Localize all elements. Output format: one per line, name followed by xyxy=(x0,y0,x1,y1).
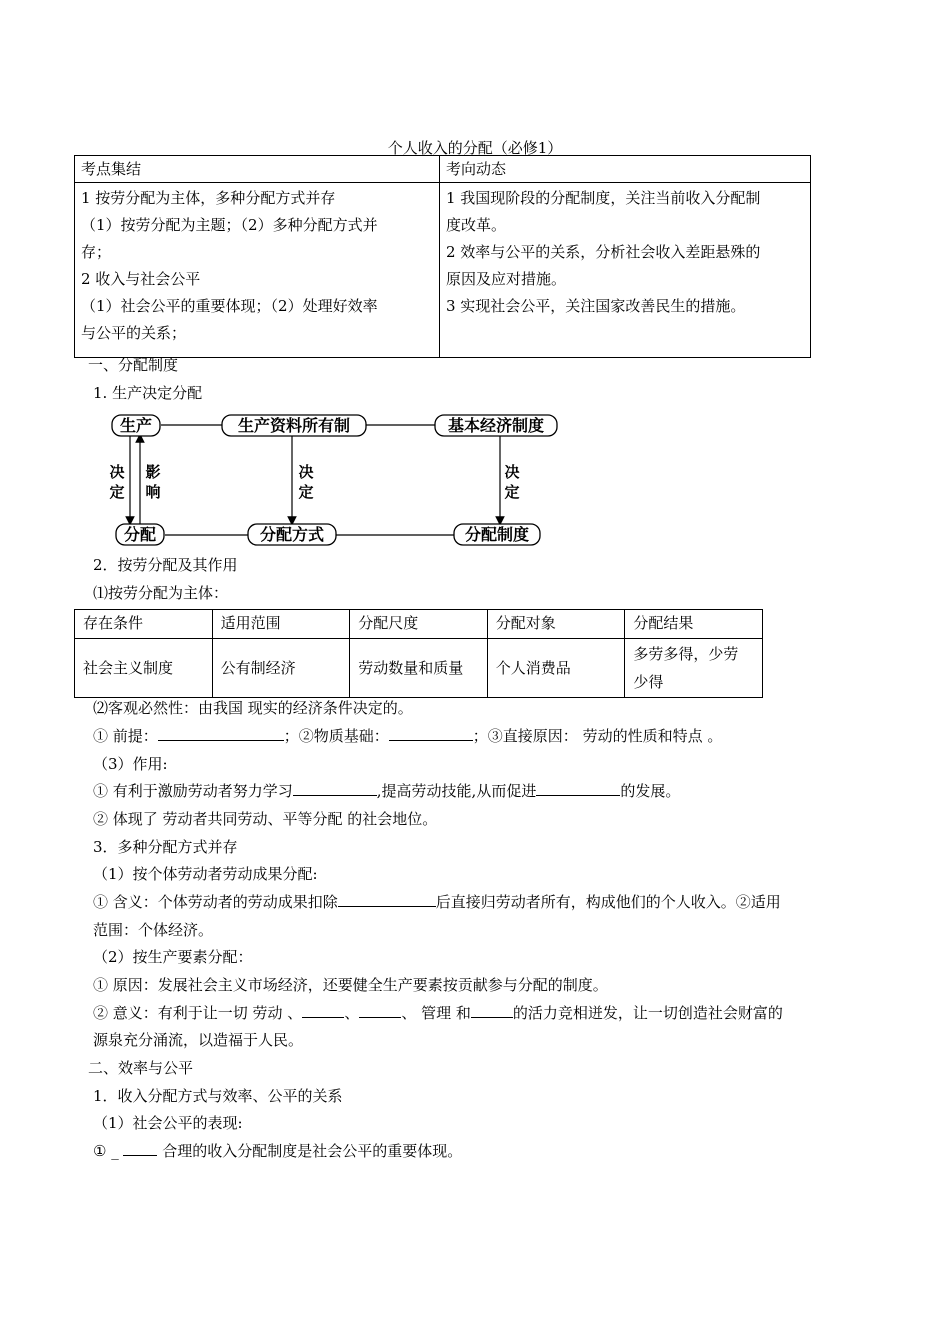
paragraph: 范围：个体经济。 xyxy=(93,921,214,939)
node-distribution-method-label: 分配方式 xyxy=(259,525,325,544)
paragraph: ② 意义：有利于让一切 劳动 、 、 、 管理 和 的活力竞相迸发，让一切创造社会财富的 xyxy=(93,1004,783,1022)
cell-condition: 社会主义制度 xyxy=(75,639,213,698)
section-heading: 一、分配制度 xyxy=(88,356,179,374)
label-influence-b: 响 xyxy=(145,483,161,501)
cell-measure: 劳动数量和质量 xyxy=(350,639,488,698)
page-title: 个人收入的分配（必修1） xyxy=(387,139,563,157)
label-decide-3a: 决 xyxy=(504,463,520,481)
paragraph: ① 前提： ；②物质基础： ；③直接原因： 劳动的性质和特点 。 xyxy=(93,727,723,745)
fill-blank[interactable] xyxy=(338,892,436,907)
node-production-label: 生产 xyxy=(119,416,153,435)
label-decide-3b: 定 xyxy=(504,483,520,501)
header-object: 分配对象 xyxy=(487,610,625,639)
production-distribution-diagram xyxy=(100,405,570,555)
subsection-heading: 3．多种分配方式并存 xyxy=(93,838,238,856)
table-row xyxy=(75,639,763,698)
fill-blank[interactable] xyxy=(359,1003,401,1018)
table-header-row xyxy=(75,610,763,639)
paragraph: 源泉充分涌流，以造福于人民。 xyxy=(93,1031,304,1049)
fill-blank[interactable] xyxy=(302,1003,344,1018)
trends-cell: 1 我国现阶段的分配制度，关注当前收入分配制 度改革。 2 效率与公平的关系，分析社会收入差距悬殊的 原因及应对措施。 3 实现社会公平，关注国家改善民生的措施。 xyxy=(440,183,811,358)
label-decide-1b: 定 xyxy=(109,483,125,501)
paragraph: （1）按个体劳动者劳动成果分配: xyxy=(93,865,318,883)
table-header-row xyxy=(75,156,811,183)
table-row xyxy=(75,183,811,358)
paragraph: ⑴按劳分配为主体： xyxy=(93,584,229,602)
fill-blank[interactable] xyxy=(123,1141,157,1156)
paragraph: ① 原因：发展社会主义市场经济，还要健全生产要素按贡献参与分配的制度。 xyxy=(93,976,608,994)
section-heading: 二、效率与公平 xyxy=(88,1059,194,1077)
header-measure: 分配尺度 xyxy=(350,610,488,639)
label-decide-2a: 决 xyxy=(298,463,314,481)
header-condition: 存在条件 xyxy=(75,610,213,639)
node-means-ownership-label: 生产资料所有制 xyxy=(237,416,351,435)
node-distribution-label: 分配 xyxy=(123,525,157,544)
header-scope: 适用范围 xyxy=(212,610,350,639)
paragraph: （2）按生产要素分配： xyxy=(93,948,253,966)
paragraph: （1）社会公平的表现: xyxy=(93,1114,243,1132)
fill-blank[interactable] xyxy=(389,726,473,741)
key-points-cell: 1 按劳分配为主体，多种分配方式并存 （1）按劳分配为主题；（2）多种分配方式并 存； 2 收入与社会公平 （1）社会公平的重要体现；（2）处理好效率 与公平的关系； xyxy=(75,183,440,358)
node-distribution-system-label: 分配制度 xyxy=(464,525,530,544)
label-influence-a: 影 xyxy=(145,463,161,481)
paragraph: （3）作用: xyxy=(93,755,168,773)
header-key-points: 考点集结 xyxy=(75,156,440,183)
header-trends: 考向动态 xyxy=(440,156,811,183)
fill-blank[interactable] xyxy=(158,726,284,741)
subsection-heading: 1．收入分配方式与效率、公平的关系 xyxy=(93,1087,343,1105)
subsection-heading: 2．按劳分配及其作用 xyxy=(93,556,238,574)
cell-object: 个人消费品 xyxy=(487,639,625,698)
paragraph: ② 体现了 劳动者共同劳动、平等分配 的社会地位。 xyxy=(93,810,438,828)
subsection-heading: 1. 生产决定分配 xyxy=(93,384,203,402)
fill-blank[interactable] xyxy=(536,781,620,796)
header-result: 分配结果 xyxy=(625,610,763,639)
paragraph: ① 含义：个体劳动者的劳动成果扣除 后直接归劳动者所有，构成他们的个人收入。②适用 xyxy=(93,893,781,911)
label-decide-2b: 定 xyxy=(298,483,314,501)
overview-table xyxy=(74,155,811,358)
paragraph: ① _ 合理的收入分配制度是社会公平的重要体现。 xyxy=(93,1142,463,1160)
fill-blank[interactable] xyxy=(293,781,377,796)
fill-blank[interactable] xyxy=(471,1003,513,1018)
paragraph: ⑵客观必然性：由我国 现实的经济条件决定的。 xyxy=(93,699,413,717)
labor-distribution-table xyxy=(74,609,763,698)
node-basic-economic-system-label: 基本经济制度 xyxy=(447,416,545,435)
paragraph: ① 有利于激励劳动者努力学习 ,提高劳动技能,从而促进 的发展。 xyxy=(93,782,681,800)
cell-result: 多劳多得，少劳 少得 xyxy=(625,639,763,698)
label-decide-1a: 决 xyxy=(109,463,125,481)
cell-scope: 公有制经济 xyxy=(212,639,350,698)
